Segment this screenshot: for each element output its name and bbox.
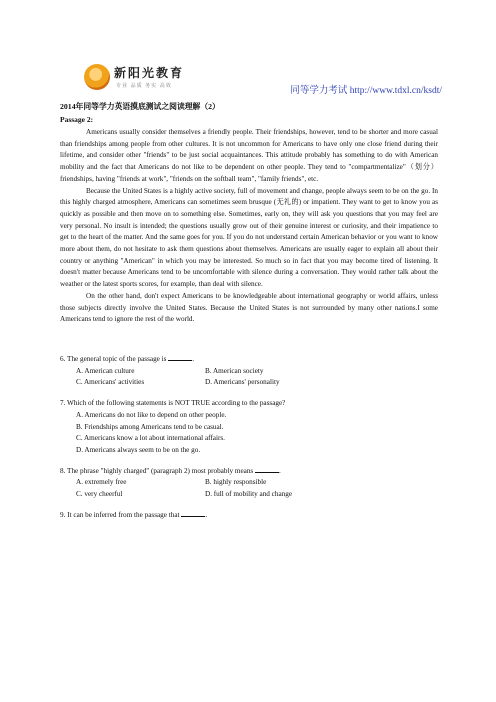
question-stem <box>60 510 438 522</box>
option-b: B. American society <box>205 366 264 375</box>
option-c: C. Americans know a lot about international affairs. <box>76 434 225 443</box>
question-stem-text: 9. It can be inferred from the passage that <box>60 510 180 519</box>
option-b: B. Friendships among Americans tend to be casual. <box>76 422 224 431</box>
option-a: A. Americans do not like to depend on other people. <box>76 410 227 419</box>
logo-slogan: 专业 品质 务实 高效 <box>116 83 172 89</box>
answer-blank <box>181 510 208 519</box>
option-a: A. American culture <box>76 366 135 375</box>
page-header <box>82 58 442 96</box>
question-6 <box>60 354 438 389</box>
option-row <box>60 489 438 501</box>
logo <box>82 58 190 96</box>
question-7 <box>60 398 438 457</box>
answer-blank <box>255 466 279 473</box>
question-8 <box>60 466 438 501</box>
option-b: B. highly responsible <box>205 478 267 487</box>
answer-blank <box>168 354 195 363</box>
option-a: A. extremely free <box>76 478 127 487</box>
sun-logo-icon <box>84 64 110 90</box>
question-stem-end: . <box>192 355 195 363</box>
option-c: C. Americans' activities <box>76 378 145 387</box>
option-d: D. full of mobility and change <box>205 490 293 499</box>
passage-paragraph: Americans usually consider themselves a friendly people. Their friendships, however, tend to be shorter and more casual than friendships among people from other cultures. It is not uncommon for Americans to have only one close friend during their lifetime, and consider other "friends" to be just social acquaintances. This attitude probably has something to do with American mobility and the fact that Americans do not like to be dependent on other people. They tend to "compartmentalize"（划分）friendships, having "friends at work", "friends on the softball team", "family friends", etc. <box>60 128 438 183</box>
passage-paragraph: On the other hand, don't expect Americans to be knowledgeable about international geography or world affairs, unless those subjects directly involve the United States. Because the United States is not surrounded by many other nations.I some Americans tend to ignore the rest of the world. <box>60 291 438 324</box>
logo-name: 新阳光教育 <box>114 66 185 80</box>
question-stem <box>60 466 438 478</box>
option-row <box>60 366 438 378</box>
question-stem-text: 6. The general topic of the passage is <box>60 355 167 363</box>
option-d: D. Americans always seem to be on the go. <box>76 445 201 454</box>
question-stem-text: 8. The phrase "highly charged" (paragraph 2) most probably means <box>60 466 254 475</box>
question-stem-end: . <box>279 466 281 475</box>
question-stem-end: . <box>205 510 208 519</box>
question-stem <box>60 354 438 366</box>
option-d: D. Americans' personality <box>205 378 280 387</box>
passage-label: Passage 2: <box>60 115 94 124</box>
passage-body <box>60 127 438 326</box>
exam-info-link[interactable]: 同等学力考试 http://www.tdxl.cn/ksdt/ <box>290 86 442 96</box>
question-9 <box>60 510 438 522</box>
question-list <box>60 354 438 530</box>
question-stem: 7. Which of the following statements is NOT TRUE according to the passage? <box>60 399 286 408</box>
option-row <box>60 477 438 489</box>
option-row <box>60 377 438 389</box>
document-title: 2014年同等学力英语摸底测试之阅读理解（2） <box>60 102 220 111</box>
option-c: C. very cheerful <box>76 490 123 499</box>
passage-paragraph: Because the United States is a highly active society, full of movement and change, people always seem to be on the go. In this highly charged atmosphere, Americans can sometimes seem brusque (无礼的) or impatient. They want to get to know you as quickly as possible and then move on to something else. Sometimes, early on, they will ask you questions that you may feel are very personal. No insult is intended; the questions usually grow out of their genuine interest or curiosity, and their impatience to get to the heart of the matter. And the same goes for you. If you do not understand certain American behavior or you want to know more about them, do not hesitate to ask them questions about themselves. Americans are usually eager to explain all about their country or anything "American" in which you may be interested. So much so in fact that you may become tired of listening. It doesn't matter because Americans tend to be uncomfortable with silence during a conversation. They would rather talk about the weather or the latest sports scores, for example, than deal with silence. <box>60 186 438 289</box>
